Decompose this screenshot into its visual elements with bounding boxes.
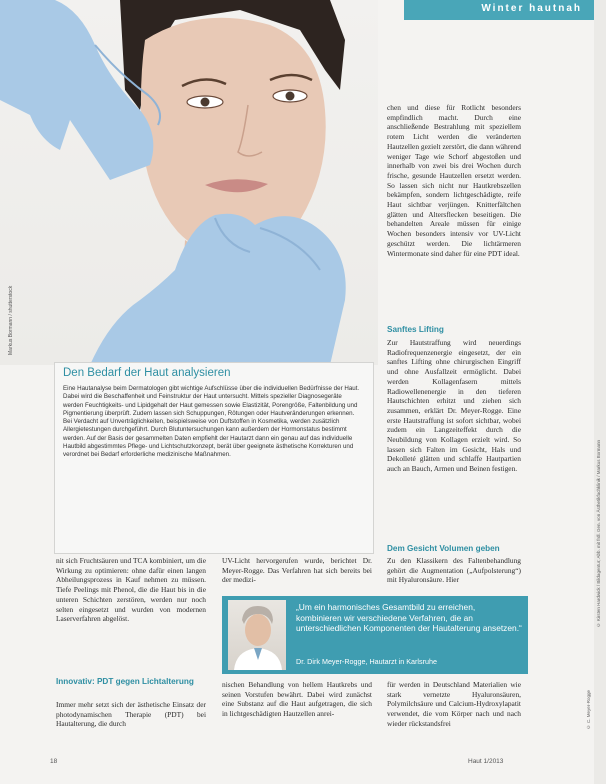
portrait-credit: © C. Meyer-Rogge bbox=[586, 690, 591, 730]
face-with-gloved-hands-illustration bbox=[0, 0, 378, 365]
page-edge-strip bbox=[594, 0, 606, 784]
paragraph: nischen Behandlung von hellem Hautkrebs und seinen Vorstufen bewährt. Dabei wird zunächst eine Substanz auf die Haut aufgetragen, die sich in lichtgeschädigten Hautzellen anrei- bbox=[222, 680, 372, 719]
paragraph: Immer mehr setzt sich der ästhetische Einsatz der photodynamischen Therapie (PDT) bei Hautalterung, die durch bbox=[56, 700, 206, 729]
doctor-portrait-illustration bbox=[228, 600, 286, 670]
paragraph: Zu den Klassikern des Faltenbehandlung gehört die Augmentation („Aufpolsterung“) mit Hyaluronsäure. Hier bbox=[387, 556, 521, 585]
heading-pdt: Innovativ: PDT gegen Lichtalterung bbox=[56, 677, 194, 686]
section-label: Winter hautnah bbox=[481, 3, 582, 14]
quote-box bbox=[222, 596, 528, 674]
photo-credit: Markus Bormann / shutterstock bbox=[8, 285, 14, 355]
analysis-box-body: Eine Hautanalyse beim Dermatologen gibt wichtige Aufschlüsse über die individuellen Bedürfnisse der Haut. Dabei wird die Beschaffenheit und Feinstruktur der Haut untersucht. Mittels spezieller Diagnosegeräte werden Feuchtigkeits- und Lipidgehalt der Haut gemessen sowie Elastizität, Porengröße, Faltenbildung und Pigmentierung überprüft. Zudem lassen sich Schuppungen, Rötungen oder Hautveränderungen erkennen. Bei Verdacht auf Unverträglichkeiten, beispielsweise von Duftstoffen in Kosmetika, werden zusätzlich Allergietestungen durchgeführt. Durch Blutuntersuchungen kann außerdem der Hormonstatus bestimmt werden. Auf der Basis der gesammelten Daten empfiehlt der Hautarzt dann ein genau auf das individuelle Hautbild abgestimmtes Pflege- und Lichtschutzkonzept, berät über geeignete ästhetische Korrekturen und verordnet bei Bedarf erforderliche medizinische Maßnahmen. bbox=[63, 385, 360, 459]
analysis-info-box bbox=[54, 362, 374, 554]
section-header-bar bbox=[404, 0, 594, 20]
hero-photo bbox=[0, 0, 378, 365]
quote-text: „Um ein harmonisches Gesamtbild zu erreichen, kombinieren wir verschiedene Verfahren, die an unterschiedlichen Komponenten der Hautalterung ansetzen.“ bbox=[296, 602, 522, 634]
right-column-text bbox=[387, 103, 521, 258]
paragraph: nit sich Fruchtsäuren und TCA kombiniert, um die Wirkung zu optimieren: ohne dafür einen langen Abheilungsprozess in Kauf nehmen zu müssen. Tiefe Peelings mit Phenol, die die Haut bis in die unteren Schichten zerstören, werden nur noch selten eingesetzt und wurden von modernen Laserverfahren abgelöst. bbox=[56, 556, 206, 624]
quote-author: Dr. Dirk Meyer-Rogge, Hautarzt in Karlsruhe bbox=[296, 657, 438, 666]
page-number: 18 bbox=[50, 758, 58, 765]
paragraph: chen und diese für Rotlicht besonders empfindlich macht. Durch eine anschließende Bestrahlung mit speziellem rotem Licht werden die veränderten Hautzellen gezielt zerstört, die dann während weniger Tage wie Schorf abgestoßen und innerhalb von zwei bis drei Wochen durch frische, gesunde Hautzellen ersetzt werden. So lassen sich nicht nur Hautkrebszellen bekämpfen, sondern lichtgeschädigte, reife Haut sichtbar verjüngen. Knitterfältchen glätten und Altersflecken beseitigen. Die behandelten Areale müssen für einige Wochen besonders intensiv vor UV-Licht geschützt werden. Die lichtärmeren Wintermonate sind daher für eine PDT ideal. bbox=[387, 103, 521, 258]
paragraph: für werden in Deutschland Materialien wie stark vernetzte Hyaluronsäuren, Polymilchsäure und Calcium-Hydroxylapatit verwendet, die vom Körper nach und nach wieder rückstandsfrei bbox=[387, 680, 521, 728]
analysis-box-title: Den Bedarf der Haut analysieren bbox=[63, 367, 231, 379]
heading-sanftes-lifting: Sanftes Lifting bbox=[387, 325, 444, 334]
paragraph: Zur Hautstraffung wird neuerdings Radiofrequenzenergie eingesetzt, der ein sanftes Lifting ohne chirurgischen Eingriff und ohne Ausfallzeit ermöglicht. Dabei werden Kollagenfasern mittels Radiowellenenergie in den tieferen Hautschichten erhitzt und ziehen sich zusammen, erklärt Dr. Meyer-Rogge. Eine erste Hautstraffung ist sofort sichtbar, wobei zudem ein Langzeiteffekt durch die Neubildung von Kollagen erzielt wird. So lassen sich Falten im Gesicht, Hals und Dekolleté glätten und schlaffe Hautpartien auch an Bauch, Armen und Beinen festigen. bbox=[387, 338, 521, 474]
doctor-portrait bbox=[228, 600, 286, 670]
paragraph: UV-Licht hervorgerufen wurde, berichtet Dr. Meyer-Rogge. Das Verfahren hat sich bereits bei der medizi- bbox=[222, 556, 372, 585]
vertical-image-credits: © Kirsten Hardwick / Bildagentur; Abb. mit frdl. Gen. von Ästhetikfachklinik / Markus Bormann bbox=[596, 440, 601, 628]
heading-volumen: Dem Gesicht Volumen geben bbox=[387, 544, 500, 553]
magazine-issue: Haut 1/2013 bbox=[468, 758, 504, 765]
